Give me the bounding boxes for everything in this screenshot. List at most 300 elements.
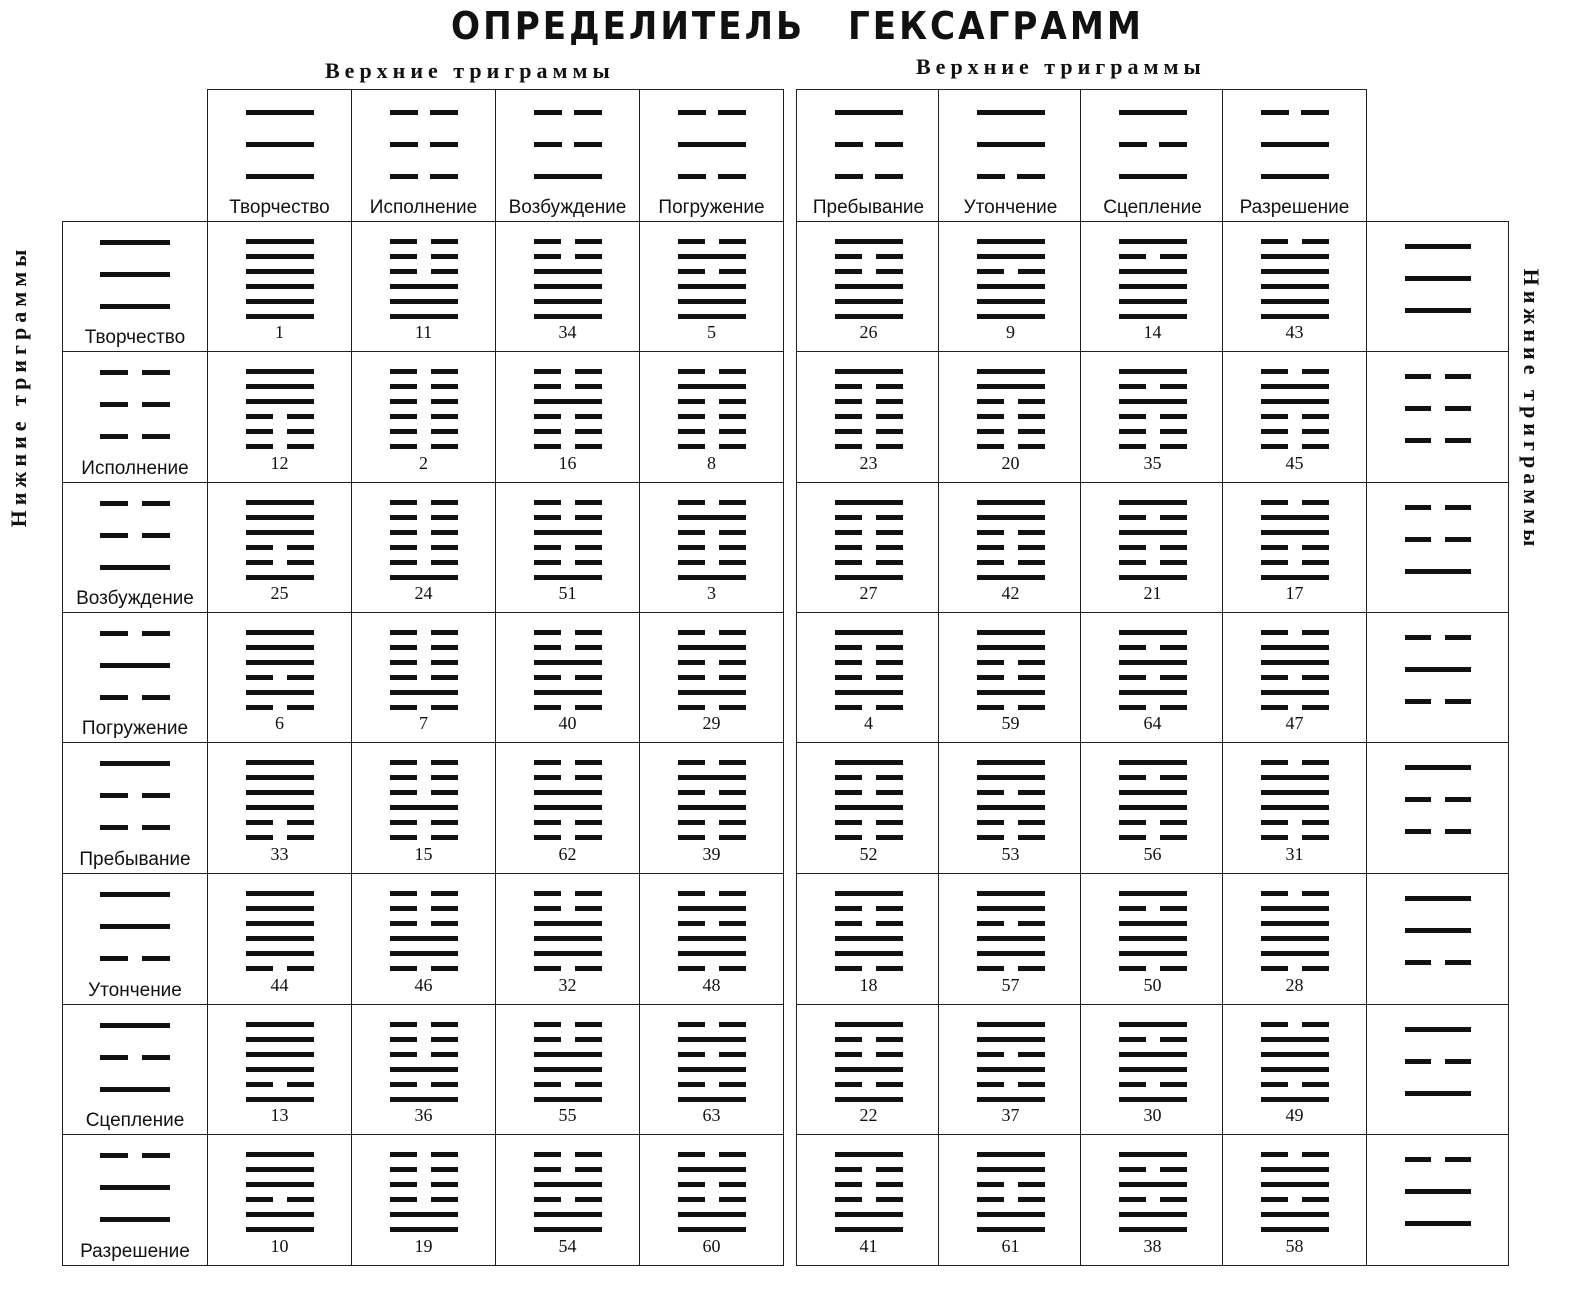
yin-line-segment: [431, 835, 458, 840]
yin-line-segment: [246, 414, 273, 419]
yin-line-segment: [1302, 429, 1329, 434]
yang-line: [1119, 1067, 1187, 1072]
yin-line-segment: [1302, 675, 1329, 680]
hexagram-cell: [1080, 482, 1225, 613]
yin-line-segment: [1445, 537, 1471, 542]
upper-trigram-cell: [639, 89, 784, 222]
yin-line-segment: [876, 835, 903, 840]
yin-line-segment: [534, 1082, 561, 1087]
yin-line-segment: [534, 1197, 561, 1202]
yang-line: [977, 369, 1045, 374]
hexagram-cell: [495, 612, 640, 743]
yang-line: [1405, 1091, 1471, 1096]
yin-line-segment: [977, 1052, 1004, 1057]
lower-trigram-cell-right: [1366, 351, 1509, 483]
yang-line: [246, 775, 314, 780]
yang-line: [835, 1227, 903, 1232]
yang-line: [1261, 1067, 1329, 1072]
yin-line-segment: [390, 675, 417, 680]
yin-line-segment: [390, 384, 417, 389]
yin-line-segment: [1302, 444, 1329, 449]
hexagram-symbol: [496, 369, 639, 449]
yin-line-segment: [678, 921, 705, 926]
yin-line-segment: [678, 1182, 705, 1187]
yin-line-segment: [575, 429, 602, 434]
hexagram-number: 30: [1143, 1105, 1162, 1125]
yang-line: [1119, 299, 1187, 304]
yin-line-segment: [1302, 1152, 1329, 1157]
hexagram-symbol: [496, 760, 639, 840]
yang-line: [1405, 244, 1471, 249]
lower-trigram-label: Утончение: [88, 980, 182, 1001]
hexagram-cell: [938, 351, 1083, 483]
yin-line-segment: [1018, 444, 1045, 449]
yin-line-segment: [678, 760, 705, 765]
yin-line-segment: [534, 675, 561, 680]
yin-line-segment: [246, 429, 273, 434]
yin-line-segment: [977, 174, 1005, 179]
hexagram-symbol: [1081, 1022, 1224, 1102]
yin-line-segment: [1119, 705, 1146, 710]
trigram-symbol: [1367, 244, 1508, 313]
hexagram-symbol: [939, 239, 1082, 319]
hexagram-cell: [207, 612, 352, 743]
yang-line: [977, 110, 1045, 115]
yin-line-segment: [835, 660, 862, 665]
yin-line-segment: [1160, 414, 1187, 419]
hexagram-cell: [207, 873, 352, 1005]
yang-line: [246, 314, 314, 319]
hexagram-cell: [796, 221, 941, 352]
yang-line: [1119, 314, 1187, 319]
yin-line-segment: [534, 369, 561, 374]
yin-line-segment: [1445, 960, 1471, 965]
hexagram-cell: [639, 351, 784, 483]
yin-line-segment: [534, 384, 561, 389]
yin-line-segment: [575, 444, 602, 449]
yin-line-segment: [431, 675, 458, 680]
hexagram-cell: [1222, 1004, 1367, 1135]
hexagram-cell: [351, 1004, 496, 1135]
trigram-symbol: [1367, 635, 1508, 704]
yin-line-segment: [1119, 142, 1147, 147]
yin-line-segment: [142, 631, 170, 636]
upper-trigram-cell: [1222, 89, 1367, 222]
yin-line-segment: [678, 110, 706, 115]
lower-trigram-cell: [62, 612, 208, 743]
hexagram-number: 11: [414, 322, 433, 342]
yin-line-segment: [875, 174, 903, 179]
hexagram-symbol: [352, 500, 495, 580]
hexagram-cell: [495, 221, 640, 352]
yin-line-segment: [678, 1022, 705, 1027]
hexagram-number: 61: [1001, 1236, 1020, 1256]
yang-line: [246, 174, 314, 179]
yang-line: [977, 645, 1045, 650]
yang-line: [1119, 110, 1187, 115]
yin-line-segment: [1302, 891, 1329, 896]
yin-line-segment: [835, 174, 863, 179]
yin-line-segment: [534, 560, 561, 565]
yang-line: [534, 174, 602, 179]
yin-line-segment: [1405, 829, 1431, 834]
yang-line: [678, 775, 746, 780]
yin-line-segment: [977, 414, 1004, 419]
yang-line: [534, 575, 602, 580]
yang-line: [1405, 928, 1471, 933]
yin-line-segment: [1119, 384, 1146, 389]
yang-line: [1261, 254, 1329, 259]
yin-line-segment: [390, 429, 417, 434]
yang-line: [1119, 530, 1187, 535]
yin-line-segment: [575, 560, 602, 565]
yin-line-segment: [390, 1182, 417, 1187]
yin-line-segment: [678, 500, 705, 505]
yin-line-segment: [1160, 966, 1187, 971]
hexagram-symbol: [208, 369, 351, 449]
yin-line-segment: [1261, 1022, 1288, 1027]
yang-line: [835, 239, 903, 244]
yang-line: [835, 1152, 903, 1157]
yin-line-segment: [876, 254, 903, 259]
yin-line-segment: [678, 545, 705, 550]
yin-line-segment: [1160, 560, 1187, 565]
hexagram-cell: [1222, 612, 1367, 743]
yin-line-segment: [678, 369, 705, 374]
yin-line-segment: [100, 533, 128, 538]
yin-line-segment: [390, 142, 418, 147]
yin-line-segment: [678, 560, 705, 565]
yang-line: [678, 254, 746, 259]
hexagram-cell: [1222, 1134, 1367, 1266]
yin-line-segment: [100, 501, 128, 506]
yin-line-segment: [1018, 560, 1045, 565]
yang-line: [678, 1097, 746, 1102]
yang-line: [534, 1067, 602, 1072]
yin-line-segment: [246, 1197, 273, 1202]
yin-line-segment: [1405, 797, 1431, 802]
yang-line: [1119, 269, 1187, 274]
yin-line-segment: [534, 775, 561, 780]
yin-line-segment: [977, 1082, 1004, 1087]
yin-line-segment: [1018, 1182, 1045, 1187]
yin-line-segment: [1302, 1082, 1329, 1087]
yang-line: [1261, 1037, 1329, 1042]
yang-line: [1119, 936, 1187, 941]
yang-line: [835, 575, 903, 580]
yang-line: [246, 1227, 314, 1232]
yin-line-segment: [1302, 369, 1329, 374]
yang-line: [100, 1217, 170, 1222]
yin-line-segment: [719, 429, 746, 434]
yang-line: [246, 790, 314, 795]
yin-line-segment: [835, 142, 863, 147]
yang-line: [534, 299, 602, 304]
yin-line-segment: [719, 414, 746, 419]
yin-line-segment: [431, 1167, 458, 1172]
trigram-symbol: [1223, 110, 1366, 179]
hexagram-cell: [796, 1134, 941, 1266]
hexagram-symbol: [1223, 891, 1366, 971]
yin-line-segment: [977, 921, 1004, 926]
yin-line-segment: [390, 906, 417, 911]
yin-line-segment: [835, 835, 862, 840]
hexagram-number: 24: [414, 583, 433, 603]
yang-line: [835, 690, 903, 695]
yin-line-segment: [876, 645, 903, 650]
yang-line: [678, 1167, 746, 1172]
hexagram-number: 19: [414, 1236, 433, 1256]
yin-line-segment: [1261, 1197, 1288, 1202]
yin-line-segment: [1405, 374, 1431, 379]
yang-line: [1405, 569, 1471, 574]
yin-line-segment: [719, 675, 746, 680]
hexagram-number: 58: [1285, 1236, 1304, 1256]
yin-line-segment: [835, 545, 862, 550]
yin-line-segment: [575, 1152, 602, 1157]
yang-line: [835, 1097, 903, 1102]
yin-line-segment: [835, 820, 862, 825]
yang-line: [246, 399, 314, 404]
yin-line-segment: [287, 966, 314, 971]
yin-line-segment: [835, 429, 862, 434]
hexagram-number: 60: [702, 1236, 721, 1256]
yin-line-segment: [431, 645, 458, 650]
yin-line-segment: [1160, 515, 1187, 520]
yin-line-segment: [719, 530, 746, 535]
yin-line-segment: [142, 1055, 170, 1060]
yin-line-segment: [1302, 560, 1329, 565]
yang-line: [534, 1212, 602, 1217]
hexagram-number: 22: [859, 1105, 878, 1125]
trigram-symbol: [939, 110, 1082, 179]
yin-line-segment: [1018, 675, 1045, 680]
yang-line: [1261, 775, 1329, 780]
hexagram-symbol: [352, 891, 495, 971]
yin-line-segment: [534, 1167, 561, 1172]
hexagram-cell: [1080, 221, 1225, 352]
yin-line-segment: [390, 630, 417, 635]
yang-line: [1261, 1097, 1329, 1102]
upper-trigram-cell: [207, 89, 352, 222]
yang-line: [1261, 1227, 1329, 1232]
hexagram-cell: [207, 221, 352, 352]
yang-line: [1119, 690, 1187, 695]
yin-line-segment: [390, 1052, 417, 1057]
yin-line-segment: [1261, 705, 1288, 710]
yin-line-segment: [1261, 675, 1288, 680]
yin-line-segment: [1302, 239, 1329, 244]
yin-line-segment: [1160, 675, 1187, 680]
yin-line-segment: [142, 825, 170, 830]
yang-line: [246, 1067, 314, 1072]
yin-line-segment: [1018, 921, 1045, 926]
yin-line-segment: [142, 695, 170, 700]
yin-line-segment: [1160, 384, 1187, 389]
yang-line: [1119, 1022, 1187, 1027]
yang-line: [977, 805, 1045, 810]
yin-line-segment: [876, 384, 903, 389]
yang-line: [390, 1227, 458, 1232]
hexagram-symbol: [1223, 1022, 1366, 1102]
hexagram-symbol: [496, 1152, 639, 1232]
yin-line-segment: [1119, 414, 1146, 419]
lower-trigram-label: Возбуждение: [76, 588, 194, 609]
yang-line: [100, 663, 170, 668]
yang-line: [977, 142, 1045, 147]
yin-line-segment: [719, 1182, 746, 1187]
hexagram-number: 18: [859, 975, 878, 995]
yin-line-segment: [1160, 645, 1187, 650]
hexagram-symbol: [939, 1152, 1082, 1232]
yin-line-segment: [1261, 414, 1288, 419]
upper-trigram-label: Пребывание: [812, 197, 925, 218]
yang-line: [1405, 276, 1471, 281]
yin-line-segment: [876, 1197, 903, 1202]
yin-line-segment: [534, 835, 561, 840]
hexagram-symbol: [352, 1022, 495, 1102]
hexagram-number: 39: [702, 844, 721, 864]
yang-line: [1119, 399, 1187, 404]
yang-line: [1261, 1182, 1329, 1187]
yin-line-segment: [1445, 438, 1471, 443]
yin-line-segment: [835, 1037, 862, 1042]
yang-line: [835, 951, 903, 956]
yang-line: [100, 304, 170, 309]
yin-line-segment: [431, 891, 458, 896]
yin-line-segment: [1261, 835, 1288, 840]
yin-line-segment: [246, 560, 273, 565]
yin-line-segment: [1301, 110, 1329, 115]
yang-line: [835, 314, 903, 319]
yin-line-segment: [575, 906, 602, 911]
hexagram-cell: [938, 742, 1083, 874]
yin-line-segment: [835, 705, 862, 710]
yin-line-segment: [876, 1052, 903, 1057]
yang-line: [390, 1097, 458, 1102]
yin-line-segment: [431, 254, 458, 259]
yin-line-segment: [1159, 142, 1187, 147]
hexagram-symbol: [797, 891, 940, 971]
hexagram-number: 31: [1285, 844, 1304, 864]
trigram-symbol: [797, 110, 940, 179]
hexagram-cell: [495, 1004, 640, 1135]
yin-line-segment: [835, 1082, 862, 1087]
yin-line-segment: [1018, 414, 1045, 419]
yin-line-segment: [431, 1037, 458, 1042]
yang-line: [1261, 660, 1329, 665]
hexagram-number: 38: [1143, 1236, 1162, 1256]
yin-line-segment: [876, 1037, 903, 1042]
hexagram-symbol: [1081, 500, 1224, 580]
yin-line-segment: [835, 1052, 862, 1057]
hexagram-number: 49: [1285, 1105, 1304, 1125]
yin-line-segment: [142, 793, 170, 798]
hexagram-symbol: [1223, 1152, 1366, 1232]
hexagram-number: 3: [707, 583, 716, 603]
yang-line: [678, 314, 746, 319]
hexagram-cell: [796, 351, 941, 483]
hexagram-symbol: [939, 369, 1082, 449]
upper-trigram-label: Разрешение: [1239, 197, 1350, 218]
yin-line-segment: [1119, 254, 1146, 259]
trigram-symbol: [1367, 765, 1508, 834]
yin-line-segment: [1302, 545, 1329, 550]
hexagram-number: 51: [558, 583, 577, 603]
yin-line-segment: [678, 414, 705, 419]
hexagram-symbol: [640, 1152, 783, 1232]
hexagram-symbol: [1081, 369, 1224, 449]
yin-line-segment: [1160, 429, 1187, 434]
yin-line-segment: [430, 110, 458, 115]
yin-line-segment: [534, 110, 562, 115]
upper-trigram-cell: [495, 89, 640, 222]
yin-line-segment: [719, 630, 746, 635]
hexagram-number: 25: [270, 583, 289, 603]
hexagram-symbol: [496, 630, 639, 710]
upper-trigram-label: Исполнение: [369, 197, 478, 218]
yin-line-segment: [876, 545, 903, 550]
yin-line-segment: [390, 820, 417, 825]
yin-line-segment: [835, 384, 862, 389]
yin-line-segment: [719, 500, 746, 505]
hexagram-symbol: [797, 1022, 940, 1102]
yin-line-segment: [430, 142, 458, 147]
yang-line: [246, 1022, 314, 1027]
yang-line: [1119, 1152, 1187, 1157]
yin-line-segment: [1018, 1052, 1045, 1057]
yin-line-segment: [575, 500, 602, 505]
hexagram-symbol: [1081, 891, 1224, 971]
yang-line: [390, 936, 458, 941]
hexagram-cell: [495, 1134, 640, 1266]
yin-line-segment: [534, 1037, 561, 1042]
yin-line-segment: [575, 675, 602, 680]
hexagram-number: 17: [1285, 583, 1304, 603]
hexagram-number: 40: [558, 713, 577, 733]
upper-trigram-cell: [351, 89, 496, 222]
yin-line-segment: [287, 820, 314, 825]
yin-line-segment: [1160, 254, 1187, 259]
yin-line-segment: [678, 429, 705, 434]
hexagram-symbol: [208, 891, 351, 971]
yang-line: [246, 760, 314, 765]
hexagram-cell: [938, 873, 1083, 1005]
hexagram-cell: [938, 221, 1083, 352]
yin-line-segment: [431, 820, 458, 825]
yin-line-segment: [1261, 545, 1288, 550]
yang-line: [1261, 299, 1329, 304]
yang-line: [1119, 284, 1187, 289]
yin-line-segment: [1018, 269, 1045, 274]
yang-line: [100, 924, 170, 929]
hexagram-symbol: [797, 760, 940, 840]
yin-line-segment: [246, 835, 273, 840]
yang-line: [1119, 369, 1187, 374]
lower-trigram-cell-right: [1366, 1004, 1509, 1135]
yin-line-segment: [1119, 645, 1146, 650]
yin-line-segment: [575, 1197, 602, 1202]
yin-line-segment: [1018, 399, 1045, 404]
yang-line: [835, 369, 903, 374]
lower-trigram-cell: [62, 1134, 208, 1266]
yang-line: [390, 299, 458, 304]
yin-line-segment: [835, 966, 862, 971]
hexagram-number: 6: [275, 713, 284, 733]
yin-line-segment: [719, 369, 746, 374]
yin-line-segment: [287, 835, 314, 840]
yin-line-segment: [431, 1152, 458, 1157]
